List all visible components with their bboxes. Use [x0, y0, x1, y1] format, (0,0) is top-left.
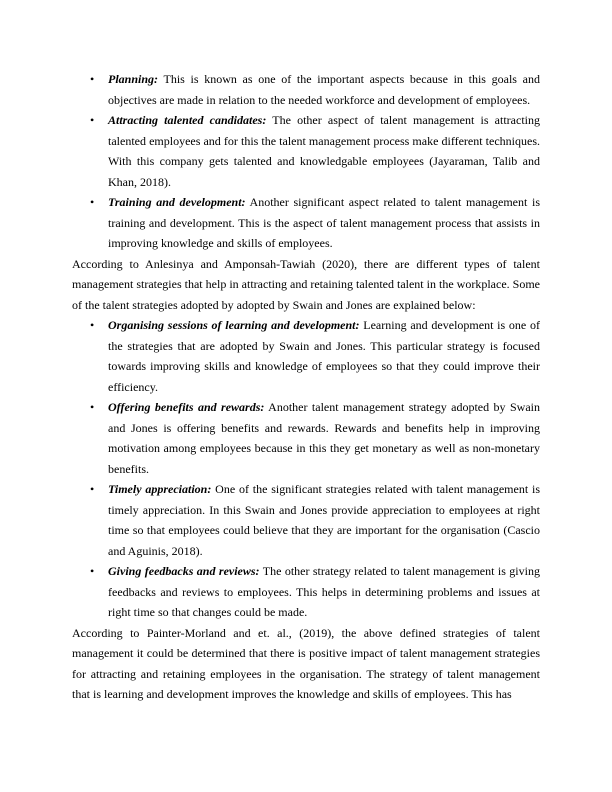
list-item-term: Planning: [108, 72, 159, 86]
bullet-icon: • [90, 400, 95, 414]
list-item [72, 69, 540, 110]
talent-process-list [72, 69, 540, 254]
bullet-icon: • [90, 564, 95, 578]
list-item [72, 479, 540, 561]
bullet-icon: • [90, 72, 95, 86]
list-item [72, 110, 540, 192]
list-item [72, 397, 540, 479]
list-item-text: One of the significant strategies related with talent management is timely appreciation. In this Swain and Jones provide appreciation to employees at right time so that employees could believe that they are important for the organisation (Cascio and Aguinis, 2018). [108, 482, 540, 558]
list-item-term: Training and development: [108, 195, 246, 209]
document-body [72, 69, 540, 705]
paragraph: According to Painter-Morland and et. al., (2019), the above defined strategies of talent management it could be determined that there is positive impact of talent management strategies for attracting and retaining employees in the organisation. The strategy of talent management that is learning and development improves the knowledge and skills of employees. This has [72, 625, 540, 701]
bullet-icon: • [90, 113, 95, 127]
bullet-icon: • [90, 318, 95, 332]
paragraph: According to Anlesinya and Amponsah-Tawiah (2020), there are different types of talent management strategies that help in attracting and retaining talented talent in the workplace. Some of the talent strategies adopted by adopted by Swain and Jones are explained below: [72, 256, 540, 312]
list-item-text: Learning and development is one of the strategies that are adopted by Swain and Jones. This particular strategy is focused towards improving skills and knowledge of employees so that they could improve their efficiency. [108, 318, 541, 394]
list-item-term: Timely appreciation: [108, 482, 212, 496]
bullet-icon: • [90, 482, 95, 496]
list-item-text: Another significant aspect related to talent management is training and development. This is the aspect of talent management process that assists in improving knowledge and skills of employees. [108, 195, 540, 250]
list-item [72, 192, 540, 254]
talent-strategies-list [72, 315, 540, 623]
list-item-text: This is known as one of the important aspects because in this goals and objectives are made in relation to the needed workforce and development of employees. [108, 72, 540, 107]
list-item-term: Offering benefits and rewards: [108, 400, 265, 414]
list-item-text: Another talent management strategy adopted by Swain and Jones is offering benefits and rewards. Rewards and benefits help in improving motivation among employees because in this they get monetary as well as non-monetary benefits. [108, 400, 540, 476]
list-item-term: Organising sessions of learning and development: [108, 318, 360, 332]
list-item [72, 315, 540, 397]
list-item-term: Giving feedbacks and reviews: [108, 564, 260, 578]
list-item-term: Attracting talented candidates: [108, 113, 267, 127]
list-item [72, 561, 540, 623]
bullet-icon: • [90, 195, 95, 209]
list-item-text: The other aspect of talent management is attracting talented employees and for this the talent management process make different techniques. With this company gets talented and knowledgable employees (Jayaraman, Talib and Khan, 2018). [108, 113, 540, 189]
list-item-text: The other strategy related to talent management is giving feedbacks and reviews to employees. This helps in determining problems and issues at right time so that changes could be made. [108, 564, 540, 619]
